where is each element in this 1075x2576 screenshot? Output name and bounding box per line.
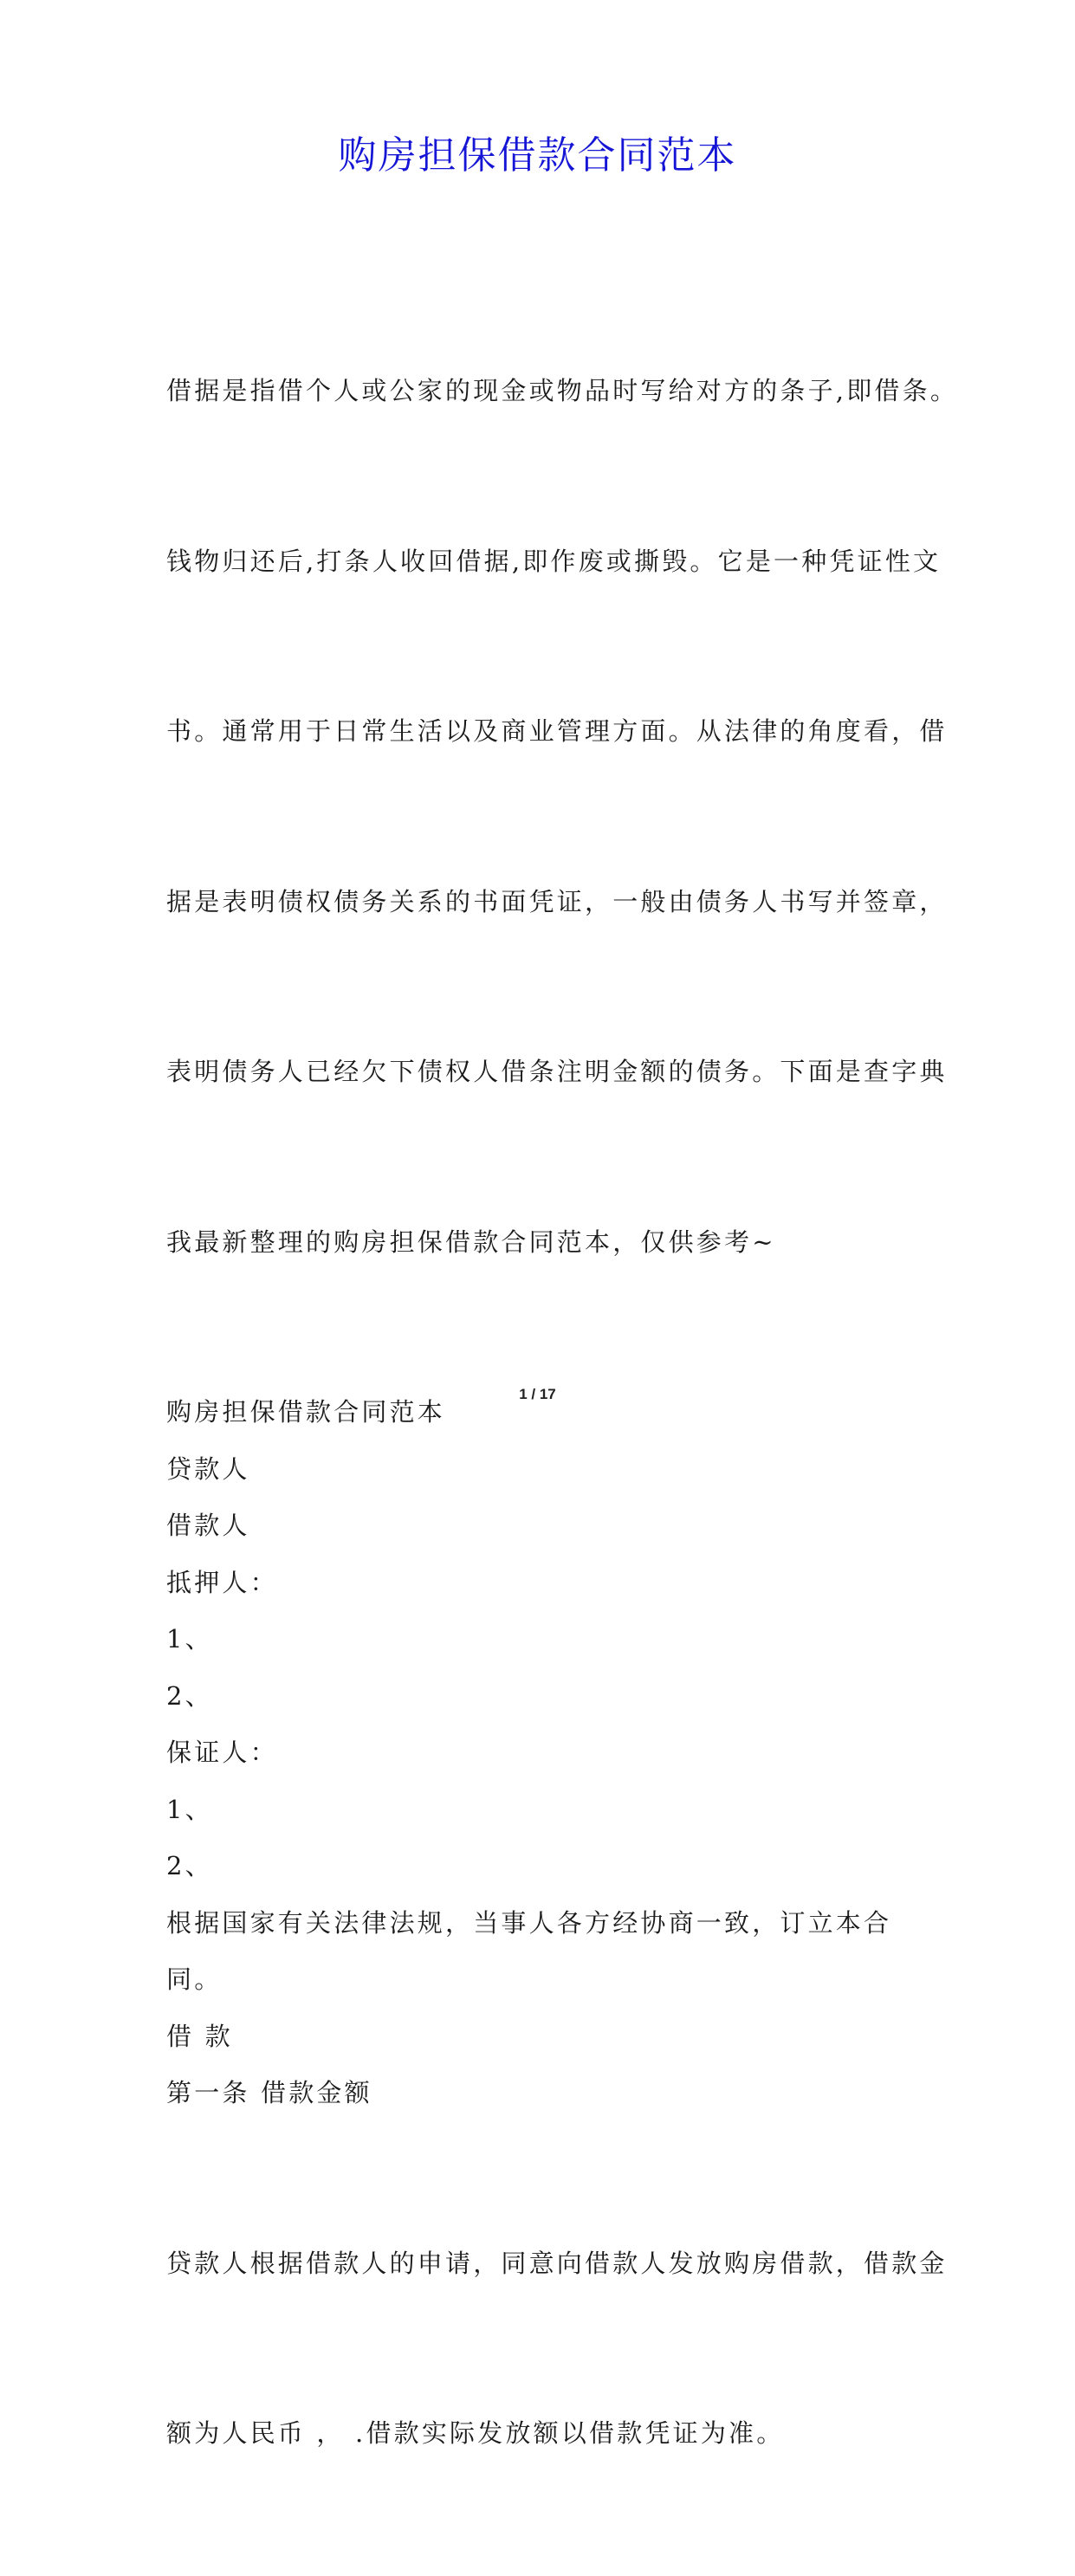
- article-1-line: 贷款人根据借款人的申请，同意向借款人发放购房借款，借款金: [166, 2248, 948, 2278]
- contract-heading: 购房担保借款合同范本: [166, 1397, 446, 1427]
- article-1-heading: 第一条 借款金额: [166, 2078, 372, 2107]
- lender-line: 贷款人: [166, 1453, 250, 1484]
- guarantor-item-2: 2、: [166, 1851, 213, 1880]
- page-title: 购房担保借款合同范本: [338, 133, 737, 178]
- guarantor-line: 保证人：: [166, 1738, 278, 1767]
- page-indicator: 1 / 17: [519, 1386, 556, 1402]
- intro-line: 书。通常用于日常生活以及商业管理方面。从法律的角度看，借: [166, 716, 948, 746]
- mortgagor-item-2: 2、: [166, 1680, 213, 1711]
- mortgagor-item-1: 1、: [166, 1624, 213, 1654]
- guarantor-item-1: 1、: [166, 1794, 213, 1824]
- article-1-body: [166, 2122, 948, 2576]
- section-heading-loan: 借 款: [166, 2021, 233, 2051]
- intro-paragraph: [166, 249, 959, 1384]
- article-1-line: 额为人民币 ， .借款实际发放额以借款凭证为准。: [166, 2418, 785, 2448]
- intro-line: 我最新整理的购房担保借款合同范本，仅供参考~: [166, 1227, 776, 1257]
- agreement-statement: 根据国家有关法律法规，当事人各方经协商一致，订立本合同。: [166, 1907, 892, 1994]
- intro-line: 表明债务人已经欠下债权人借条注明金额的债务。下面是查字典: [166, 1057, 948, 1086]
- document-body: [166, 249, 959, 2576]
- intro-line: 据是表明债权债务关系的书面凭证，一般由债务人书写并签章，: [166, 886, 948, 916]
- mortgagor-line: 抵押人：: [166, 1567, 278, 1597]
- intro-line: 借据是指借个人或公家的现金或物品时写给对方的条子,即借条。: [166, 376, 959, 405]
- borrower-line: 借款人: [166, 1511, 250, 1540]
- intro-line: 钱物归还后,打条人收回借据,即作废或撕毁。它是一种凭证性文: [166, 546, 942, 576]
